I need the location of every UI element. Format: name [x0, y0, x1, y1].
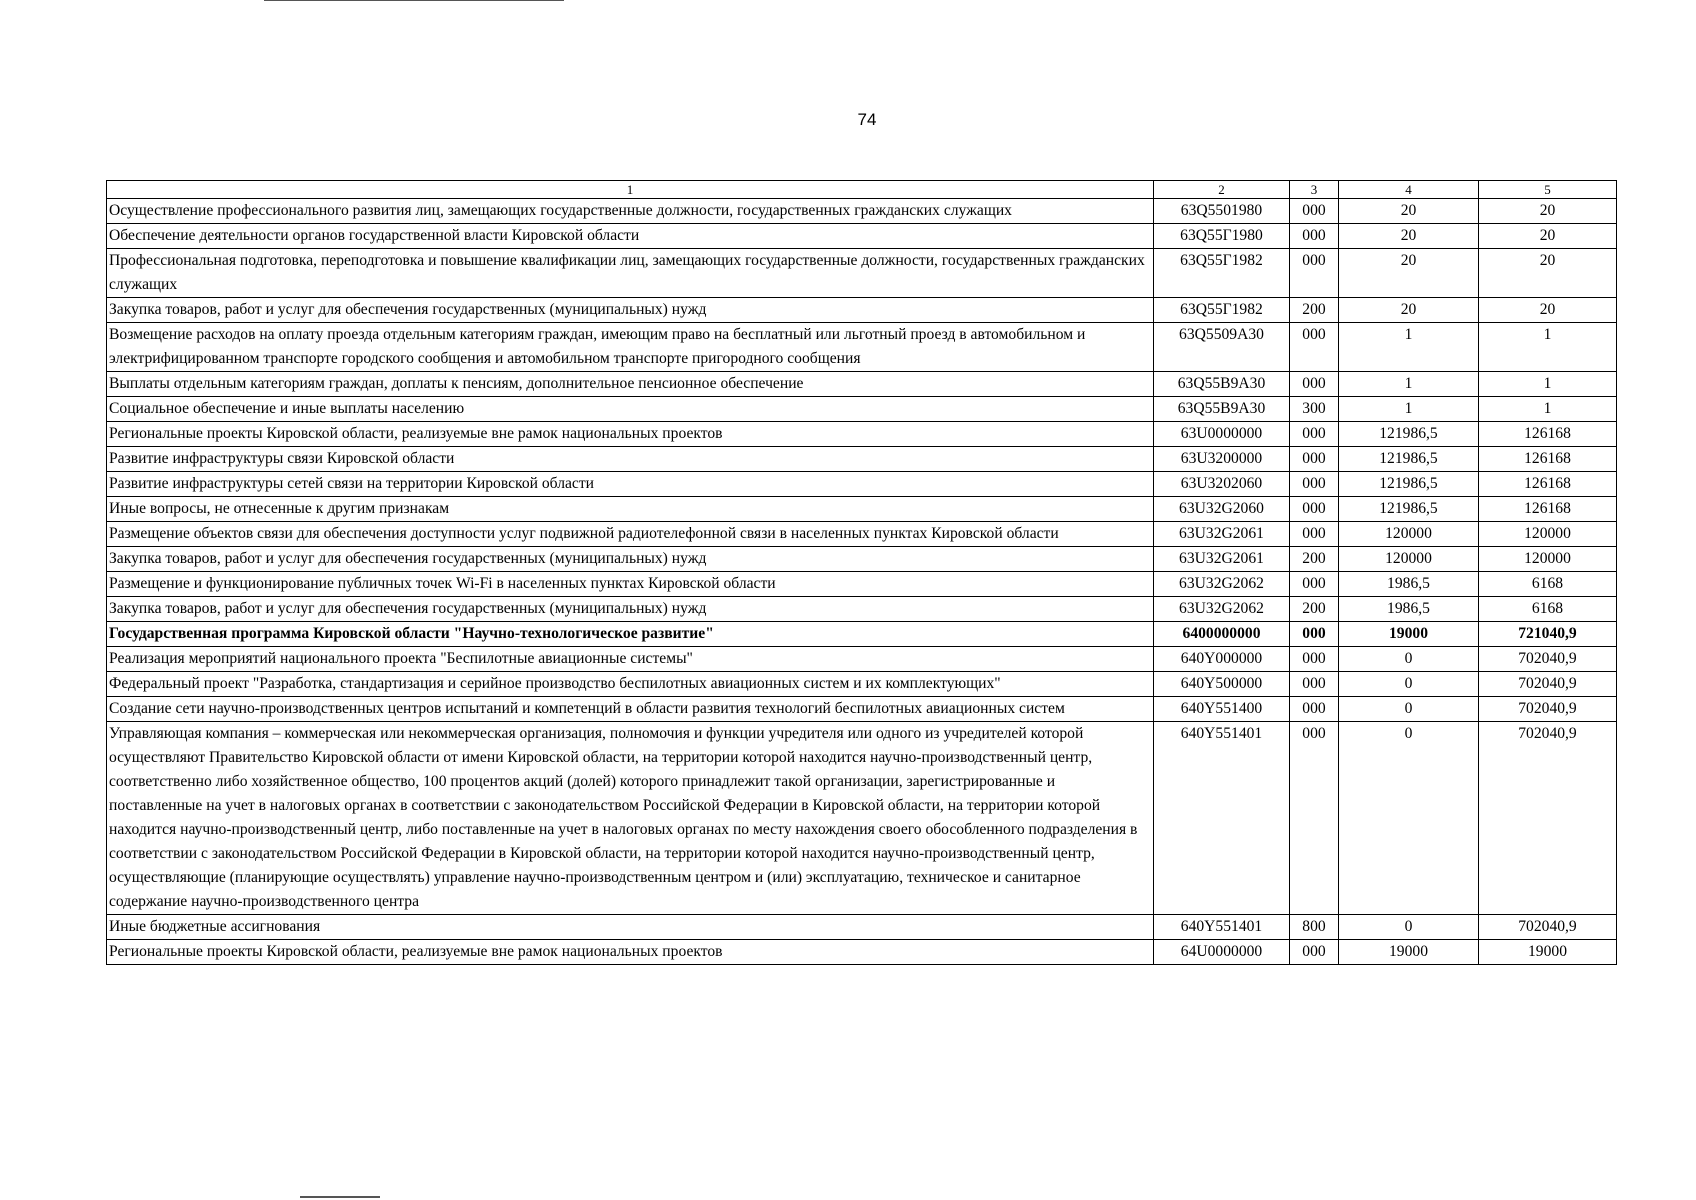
- row-value-col4: 0: [1339, 647, 1479, 672]
- row-expense-type: 300: [1290, 397, 1339, 422]
- row-name: Социальное обеспечение и иные выплаты населению: [107, 397, 1154, 422]
- row-value-col4: 0: [1339, 672, 1479, 697]
- row-value-col4: 1: [1339, 397, 1479, 422]
- row-code: 63U3202060: [1154, 472, 1290, 497]
- row-value-col5: 19000: [1479, 940, 1617, 965]
- row-expense-type: 000: [1290, 522, 1339, 547]
- row-expense-type: 200: [1290, 298, 1339, 323]
- scan-artifact-line: [300, 1196, 380, 1198]
- row-value-col5: 1: [1479, 372, 1617, 397]
- row-code: 640Y551401: [1154, 915, 1290, 940]
- row-code: 63U32G2062: [1154, 572, 1290, 597]
- column-header: 5: [1479, 181, 1617, 199]
- row-name: Иные вопросы, не отнесенные к другим признакам: [107, 497, 1154, 522]
- table-row: [107, 522, 1617, 547]
- table-row: [107, 298, 1617, 323]
- row-value-col4: 20: [1339, 249, 1479, 298]
- row-expense-type: 000: [1290, 572, 1339, 597]
- row-name: Закупка товаров, работ и услуг для обеспечения государственных (муниципальных) нужд: [107, 547, 1154, 572]
- row-value-col4: 0: [1339, 915, 1479, 940]
- row-code: 63U32G2061: [1154, 547, 1290, 572]
- row-value-col4: 120000: [1339, 522, 1479, 547]
- row-value-col5: 20: [1479, 199, 1617, 224]
- table-row: [107, 249, 1617, 298]
- row-name: Реализация мероприятий национального проекта "Беспилотные авиационные системы": [107, 647, 1154, 672]
- row-value-col5: 1: [1479, 397, 1617, 422]
- row-value-col5: 1: [1479, 323, 1617, 372]
- row-value-col5: 702040,9: [1479, 672, 1617, 697]
- row-code: 63Q5509A30: [1154, 323, 1290, 372]
- row-value-col4: 121986,5: [1339, 422, 1479, 447]
- row-name: Размещение и функционирование публичных точек Wi-Fi в населенных пунктах Кировской области: [107, 572, 1154, 597]
- row-code: 63Q5501980: [1154, 199, 1290, 224]
- row-code: 64U0000000: [1154, 940, 1290, 965]
- row-value-col4: 121986,5: [1339, 447, 1479, 472]
- column-header: 3: [1290, 181, 1339, 199]
- table-row: [107, 472, 1617, 497]
- table-row: [107, 397, 1617, 422]
- row-value-col4: 1: [1339, 323, 1479, 372]
- table-row: [107, 940, 1617, 965]
- row-value-col4: 0: [1339, 697, 1479, 722]
- row-value-col5: 20: [1479, 298, 1617, 323]
- row-value-col4: 0: [1339, 722, 1479, 915]
- row-value-col4: 121986,5: [1339, 497, 1479, 522]
- scan-artifact-line: [264, 0, 564, 1]
- row-name: Осуществление профессионального развития лиц, замещающих государственные должности, государственных гражданских служащих: [107, 199, 1154, 224]
- row-value-col5: 702040,9: [1479, 647, 1617, 672]
- row-code: 63U32G2060: [1154, 497, 1290, 522]
- table-row: [107, 323, 1617, 372]
- row-value-col5: 126168: [1479, 497, 1617, 522]
- row-name: Обеспечение деятельности органов государственной власти Кировской области: [107, 224, 1154, 249]
- row-value-col5: 6168: [1479, 572, 1617, 597]
- table-row: [107, 224, 1617, 249]
- row-value-col4: 20: [1339, 224, 1479, 249]
- table-row: [107, 447, 1617, 472]
- row-value-col5: 702040,9: [1479, 915, 1617, 940]
- row-value-col5: 6168: [1479, 597, 1617, 622]
- table-row: [107, 622, 1617, 647]
- table-row: [107, 422, 1617, 447]
- row-expense-type: 000: [1290, 323, 1339, 372]
- row-value-col5: 126168: [1479, 422, 1617, 447]
- column-header-row: [107, 181, 1617, 199]
- row-value-col5: 126168: [1479, 472, 1617, 497]
- row-value-col5: 126168: [1479, 447, 1617, 472]
- row-expense-type: 000: [1290, 422, 1339, 447]
- row-value-col5: 20: [1479, 224, 1617, 249]
- row-name: Федеральный проект "Разработка, стандартизация и серийное производство беспилотных авиационных систем и их комплектующих": [107, 672, 1154, 697]
- row-expense-type: 000: [1290, 224, 1339, 249]
- row-code: 63Q55Г1980: [1154, 224, 1290, 249]
- row-value-col5: 20: [1479, 249, 1617, 298]
- row-code: 63U32G2061: [1154, 522, 1290, 547]
- row-name: Развитие инфраструктуры сетей связи на территории Кировской области: [107, 472, 1154, 497]
- table-row: [107, 597, 1617, 622]
- row-value-col4: 20: [1339, 298, 1479, 323]
- row-name: Развитие инфраструктуры связи Кировской области: [107, 447, 1154, 472]
- row-expense-type: 000: [1290, 722, 1339, 915]
- page-number: 74: [857, 110, 877, 129]
- row-expense-type: 200: [1290, 547, 1339, 572]
- row-name: Закупка товаров, работ и услуг для обеспечения государственных (муниципальных) нужд: [107, 597, 1154, 622]
- table-row: [107, 199, 1617, 224]
- row-name: Управляющая компания – коммерческая или некоммерческая организация, полномочия и функции учредителя или одного из учредителей которой осуществляют Правительство Кировской области от имени Кировской области, на территории которой находится научно-производственный центр, соответственно либо хозяйственное общество, 100 процентов акций (долей) которого принадлежит такой организации, зарегистрированные и поставленные на учет в налоговых органах в соответствии с законодательством Российской Федерации в Кировской области, на территории которой находится научно-производственный центр, либо поставленные на учет в налоговых органах по месту нахождения своего обособленного подразделения в соответствии с законодательством Российской Федерации в Кировской области, на территории которой находится научно-производственный центр, осуществляющие (планирующие осуществлять) управление научно-производственным центром и (или) эксплуатацию, техническое и санитарное содержание научно-производственного центра: [107, 722, 1154, 915]
- row-value-col4: 19000: [1339, 622, 1479, 647]
- table-row: [107, 572, 1617, 597]
- row-value-col5: 120000: [1479, 547, 1617, 572]
- row-code: 6400000000: [1154, 622, 1290, 647]
- row-expense-type: 000: [1290, 472, 1339, 497]
- row-code: 640Y000000: [1154, 647, 1290, 672]
- row-code: 640Y500000: [1154, 672, 1290, 697]
- row-expense-type: 000: [1290, 497, 1339, 522]
- row-expense-type: 000: [1290, 622, 1339, 647]
- row-name: Иные бюджетные ассигнования: [107, 915, 1154, 940]
- row-value-col5: 721040,9: [1479, 622, 1617, 647]
- row-expense-type: 200: [1290, 597, 1339, 622]
- row-value-col4: 1986,5: [1339, 597, 1479, 622]
- row-code: 63U0000000: [1154, 422, 1290, 447]
- row-expense-type: 000: [1290, 199, 1339, 224]
- row-name: Выплаты отдельным категориям граждан, доплаты к пенсиям, дополнительное пенсионное обеспечение: [107, 372, 1154, 397]
- row-expense-type: 000: [1290, 447, 1339, 472]
- row-value-col4: 120000: [1339, 547, 1479, 572]
- row-expense-type: 000: [1290, 249, 1339, 298]
- row-value-col5: 120000: [1479, 522, 1617, 547]
- row-code: 640Y551401: [1154, 722, 1290, 915]
- row-code: 63Q55Г1982: [1154, 249, 1290, 298]
- row-code: 63Q55Г1982: [1154, 298, 1290, 323]
- table-row: [107, 915, 1617, 940]
- row-name: Закупка товаров, работ и услуг для обеспечения государственных (муниципальных) нужд: [107, 298, 1154, 323]
- table-row: [107, 697, 1617, 722]
- row-code: 63Q55B9A30: [1154, 397, 1290, 422]
- row-value-col5: 702040,9: [1479, 722, 1617, 915]
- row-expense-type: 800: [1290, 915, 1339, 940]
- column-header: 2: [1154, 181, 1290, 199]
- row-expense-type: 000: [1290, 697, 1339, 722]
- row-name: Профессиональная подготовка, переподготовка и повышение квалификации лиц, замещающих государственные должности, государственных гражданских служащих: [107, 249, 1154, 298]
- row-value-col4: 19000: [1339, 940, 1479, 965]
- row-expense-type: 000: [1290, 940, 1339, 965]
- row-name: Региональные проекты Кировской области, реализуемые вне рамок национальных проектов: [107, 940, 1154, 965]
- row-name: Возмещение расходов на оплату проезда отдельным категориям граждан, имеющим право на бесплатный или льготный проезд в автомобильном и электрифицированном транспорте городского сообщения и автомобильном транспорте пригородного сообщения: [107, 323, 1154, 372]
- row-code: 63Q55B9A30: [1154, 372, 1290, 397]
- table-row: [107, 372, 1617, 397]
- row-value-col4: 121986,5: [1339, 472, 1479, 497]
- row-name: Размещение объектов связи для обеспечения доступности услуг подвижной радиотелефонной связи в населенных пунктах Кировской области: [107, 522, 1154, 547]
- column-header: 4: [1339, 181, 1479, 199]
- row-code: 63U32G2062: [1154, 597, 1290, 622]
- row-expense-type: 000: [1290, 672, 1339, 697]
- row-name: Региональные проекты Кировской области, реализуемые вне рамок национальных проектов: [107, 422, 1154, 447]
- row-code: 63U3200000: [1154, 447, 1290, 472]
- row-expense-type: 000: [1290, 647, 1339, 672]
- table-row: [107, 672, 1617, 697]
- row-code: 640Y551400: [1154, 697, 1290, 722]
- table-row: [107, 497, 1617, 522]
- table-row: [107, 722, 1617, 915]
- column-header: 1: [107, 181, 1154, 199]
- row-value-col5: 702040,9: [1479, 697, 1617, 722]
- row-value-col4: 1: [1339, 372, 1479, 397]
- row-value-col4: 20: [1339, 199, 1479, 224]
- row-name: Государственная программа Кировской области "Научно-технологическое развитие": [107, 622, 1154, 647]
- table-row: [107, 547, 1617, 572]
- row-name: Создание сети научно-производственных центров испытаний и компетенций в области развития технологий беспилотных авиационных систем: [107, 697, 1154, 722]
- table-row: [107, 647, 1617, 672]
- row-value-col4: 1986,5: [1339, 572, 1479, 597]
- budget-table: [106, 180, 1617, 965]
- row-expense-type: 000: [1290, 372, 1339, 397]
